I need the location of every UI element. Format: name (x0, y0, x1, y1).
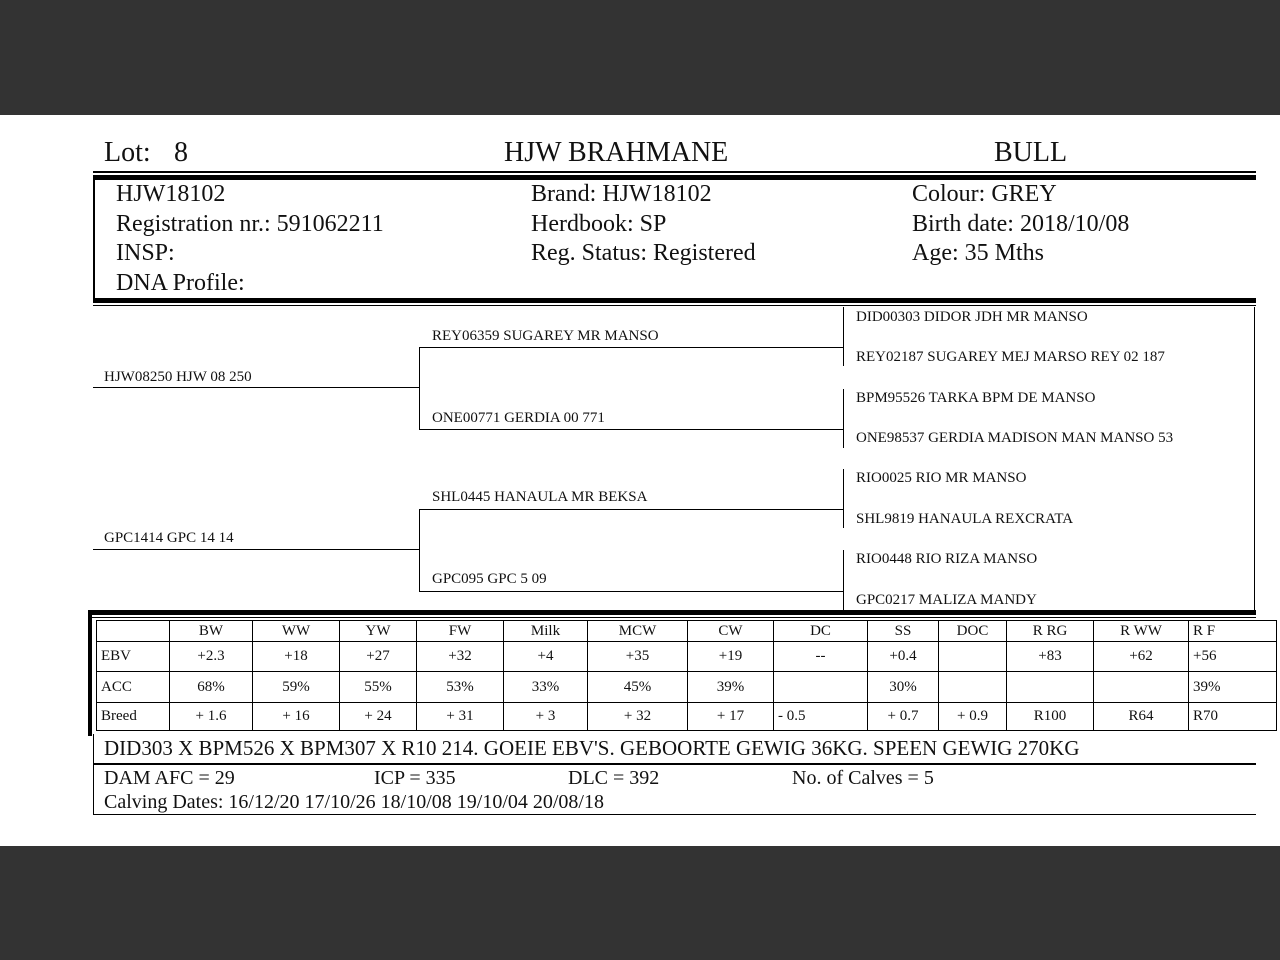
ebv-left-border (88, 610, 92, 736)
insp-field: INSP: (116, 240, 175, 266)
acc-cell: 53% (417, 672, 504, 703)
ebv-table (96, 620, 1277, 731)
lot-number: 8 (174, 137, 188, 168)
ebv-header-cell: R RG (1007, 621, 1094, 642)
breed-cell: - 0.5 (774, 703, 868, 731)
breed-cell: + 17 (688, 703, 774, 731)
info-rule-thin (93, 305, 1256, 306)
header-rule-thin (93, 171, 1256, 173)
acc-row-label: ACC (97, 672, 170, 703)
ebv-header-cell: YW (340, 621, 417, 642)
pedigree-line (843, 550, 844, 591)
acc-cell: 55% (340, 672, 417, 703)
ebv-cell: +83 (1007, 642, 1094, 672)
pedigree-line (419, 591, 844, 592)
pedigree-line (419, 347, 420, 429)
animal-sex: BULL (994, 137, 1068, 168)
ebv-cell: +27 (340, 642, 417, 672)
colour: Colour: GREY (912, 181, 1057, 207)
ebv-header-cell: DC (774, 621, 868, 642)
pedigree-right-border (1254, 307, 1255, 612)
ebv-header-cell: FW (417, 621, 504, 642)
pedigree-dam: GPC1414 GPC 14 14 (104, 530, 234, 546)
acc-cell (1007, 672, 1094, 703)
dam-afc: DAM AFC = 29 (104, 767, 235, 789)
acc-cell: 39% (688, 672, 774, 703)
breed-cell: R64 (1094, 703, 1189, 731)
comment-left-border (93, 734, 94, 815)
pedigree-sire: HJW08250 HJW 08 250 (104, 369, 252, 385)
pedigree-line (843, 348, 844, 366)
acc-cell (774, 672, 868, 703)
pedigree-line (843, 592, 844, 610)
pedigree-great-grandparent: RIO0448 RIO RIZA MANSO (856, 551, 1038, 567)
pedigree-line (419, 347, 844, 348)
pedigree-line (419, 509, 844, 510)
ebv-rule-thick (88, 610, 1256, 615)
birth-date: Birth date: 2018/10/08 (912, 211, 1130, 237)
animal-name: HJW BRAHMANE (504, 137, 729, 168)
ebv-cell: +19 (688, 642, 774, 672)
pedigree-great-grandparent: GPC0217 MALIZA MANDY (856, 592, 1037, 608)
ebv-header-cell: DOC (939, 621, 1007, 642)
bottom-rule (93, 814, 1256, 815)
ebv-cell (939, 642, 1007, 672)
ebv-cell: +32 (417, 642, 504, 672)
breed-cell: + 16 (253, 703, 340, 731)
calving-dates: Calving Dates: 16/12/20 17/10/26 18/10/08 19/10/04 20/08/18 (104, 791, 604, 813)
breed-cell: R100 (1007, 703, 1094, 731)
breed-row (97, 703, 1277, 731)
breed-cell: + 0.9 (939, 703, 1007, 731)
dna-profile: DNA Profile: (116, 270, 245, 296)
pedigree-line (93, 549, 420, 550)
acc-cell: 30% (868, 672, 939, 703)
animal-id: HJW18102 (116, 181, 226, 207)
ebv-header-cell: CW (688, 621, 774, 642)
breed-row-label: Breed (97, 703, 170, 731)
acc-cell: 39% (1189, 672, 1277, 703)
pedigree-great-grandparent: REY02187 SUGAREY MEJ MARSO REY 02 187 (856, 349, 1165, 365)
ebv-cell: +56 (1189, 642, 1277, 672)
ebv-row (97, 642, 1277, 672)
ebv-header-cell (97, 621, 170, 642)
acc-cell: 59% (253, 672, 340, 703)
ebv-header-row (97, 621, 1277, 642)
info-left-border (93, 175, 95, 302)
acc-row (97, 672, 1277, 703)
comment-rule (93, 763, 1256, 765)
pedigree-grandparent: REY06359 SUGAREY MR MANSO (432, 328, 659, 344)
dam-icp: ICP = 335 (374, 767, 456, 789)
pedigree-great-grandparent: ONE98537 GERDIA MADISON MAN MANSO 53 (856, 430, 1174, 446)
ebv-header-cell: R WW (1094, 621, 1189, 642)
ebv-rule-thin (88, 617, 1256, 618)
acc-cell (1094, 672, 1189, 703)
info-rule-thick (93, 298, 1256, 303)
ebv-cell: +18 (253, 642, 340, 672)
pedigree-line (843, 469, 844, 509)
breed-cell: + 24 (340, 703, 417, 731)
bottom-dark-band (0, 846, 1280, 960)
breed-cell: + 3 (504, 703, 588, 731)
pedigree-grandparent: SHL0445 HANAULA MR BEKSA (432, 489, 648, 505)
age: Age: 35 Mths (912, 240, 1044, 266)
registration-status: Reg. Status: Registered (531, 240, 756, 266)
ebv-header-cell: BW (170, 621, 253, 642)
ebv-header-cell: SS (868, 621, 939, 642)
ebv-row-label: EBV (97, 642, 170, 672)
dam-calves-count: No. of Calves = 5 (792, 767, 934, 789)
top-dark-band (0, 0, 1280, 115)
ebv-header-cell: MCW (588, 621, 688, 642)
ebv-cell: -- (774, 642, 868, 672)
pedigree-line (843, 307, 844, 347)
dam-dlc: DLC = 392 (568, 767, 660, 789)
pedigree-grandparent: GPC095 GPC 5 09 (432, 571, 547, 587)
breed-cell: + 31 (417, 703, 504, 731)
lot-document (0, 115, 1280, 846)
acc-cell (939, 672, 1007, 703)
pedigree-great-grandparent: RIO0025 RIO MR MANSO (856, 470, 1027, 486)
acc-cell: 68% (170, 672, 253, 703)
ebv-cell: +2.3 (170, 642, 253, 672)
breeder-comment: DID303 X BPM526 X BPM307 X R10 214. GOEIE EBV'S. GEBOORTE GEWIG 36KG. SPEEN GEWIG 270KG (104, 736, 1080, 760)
pedigree-line (843, 389, 844, 429)
pedigree-line (93, 387, 420, 388)
ebv-header-cell: WW (253, 621, 340, 642)
pedigree-great-grandparent: SHL9819 HANAULA REXCRATA (856, 511, 1074, 527)
breed-cell: + 0.7 (868, 703, 939, 731)
header-rule-thick (93, 175, 1256, 180)
ebv-cell: +4 (504, 642, 588, 672)
pedigree-great-grandparent: BPM95526 TARKA BPM DE MANSO (856, 390, 1096, 406)
breed-cell: R70 (1189, 703, 1277, 731)
ebv-cell: +35 (588, 642, 688, 672)
ebv-header-cell: Milk (504, 621, 588, 642)
acc-cell: 33% (504, 672, 588, 703)
breed-cell: + 32 (588, 703, 688, 731)
registration-number: Registration nr.: 591062211 (116, 211, 384, 237)
acc-cell: 45% (588, 672, 688, 703)
ebv-cell: +62 (1094, 642, 1189, 672)
pedigree-great-grandparent: DID00303 DIDOR JDH MR MANSO (856, 309, 1088, 325)
ebv-cell: +0.4 (868, 642, 939, 672)
ebv-header-cell: R F (1189, 621, 1277, 642)
brand: Brand: HJW18102 (531, 181, 712, 207)
pedigree-line (843, 510, 844, 528)
pedigree-line (419, 509, 420, 591)
pedigree-line (843, 430, 844, 448)
lot-label: Lot: (104, 137, 151, 168)
pedigree-grandparent: ONE00771 GERDIA 00 771 (432, 410, 605, 426)
herdbook: Herdbook: SP (531, 211, 667, 237)
breed-cell: + 1.6 (170, 703, 253, 731)
pedigree-line (419, 429, 844, 430)
